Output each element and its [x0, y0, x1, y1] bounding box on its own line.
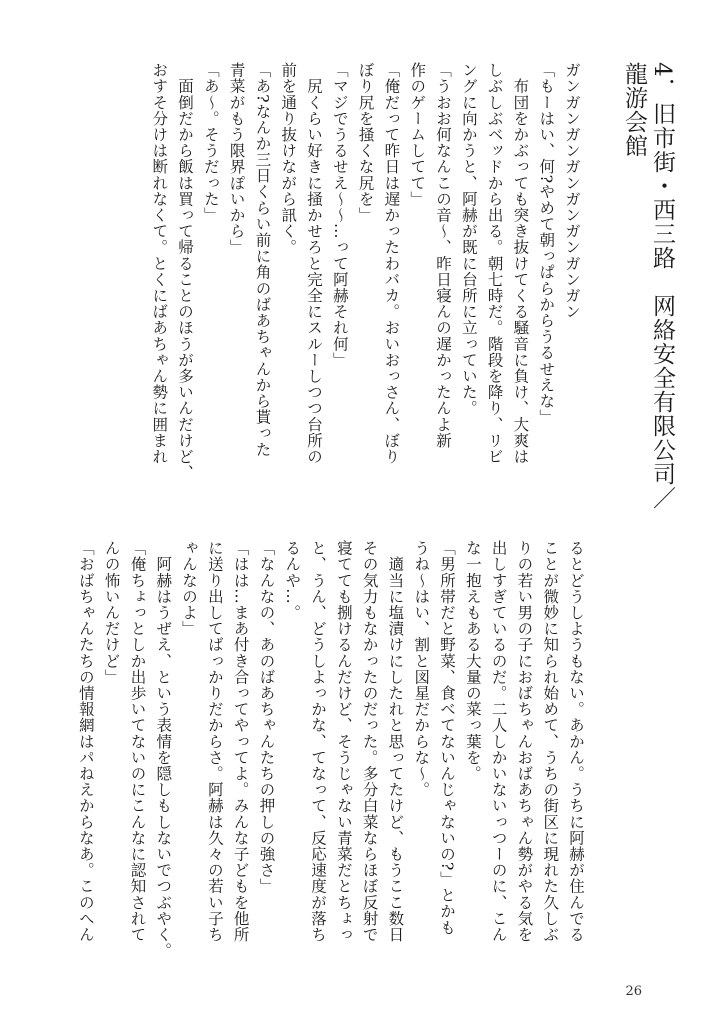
text-line: 「おばちゃんたちの情報網はパねえからなあ。このへん — [76, 540, 95, 943]
text-line: ことが微妙に知られ始めて、うちの街区に現れた久しぶ — [541, 540, 560, 943]
lower-text-block — [72, 540, 588, 960]
text-line: ゃんなのよ」 — [180, 540, 199, 637]
text-line: な一抱えもある大量の菜っ葉を。 — [463, 540, 482, 782]
text-line: 「あ?なんか三日くらい前に角のばあちゃんから貰った — [253, 62, 272, 458]
text-line: ガンガンガンガンガンガンガンガン — [563, 62, 581, 320]
text-line: 「なんなの、あのばあちゃんたちの押しの強さ」 — [257, 540, 276, 895]
text-line: 面倒だから飯は買って帰ることのほうが多いんだけど、 — [176, 62, 195, 481]
text-line: 「もーはい、何?やめて朝っぱらからうるせえな」 — [537, 62, 556, 426]
text-line: 青菜がもう限界ぽいから」 — [227, 62, 246, 256]
text-line: うね～はい、割と図星だからな～。 — [412, 540, 431, 798]
chapter-heading-subtitle: 龍游会館 — [621, 62, 647, 158]
text-line: 適当に塩漬けにしたれと思ってたけど、もうここ数日 — [386, 540, 405, 943]
text-line: その気力もなかったのだった。多分白菜ならほぼ反射で — [360, 540, 379, 943]
upper-text-block — [145, 62, 676, 510]
text-line: 「男所帯だと野菜、食べてないんじゃないの?」とかも — [438, 540, 457, 936]
text-line: るんや…。 — [283, 540, 302, 621]
chapter-heading: 4．旧市街・西三路 网絡安全有限公司／ — [649, 62, 675, 510]
upper-body-text — [145, 62, 584, 482]
page-number: 26 — [625, 984, 642, 999]
text-line: 「あ～。そうだった」 — [201, 62, 220, 223]
text-line: 「はは…まあ付き合ってやってよ。みんな子どもを他所 — [231, 540, 250, 943]
text-line: おすそ分けは断れなくて。とくにばあちゃん勢に囲まれ — [150, 62, 169, 465]
lower-body-text — [72, 540, 588, 960]
text-line: と、うん、どうしよっかな、てなって、反応速度が落ち — [309, 540, 328, 943]
text-line: るとどうしようもない。あかん。うちに阿赫が住んでる — [567, 540, 585, 943]
text-line: りの若い男の子におばちゃんおばあちゃん勢がやる気を — [515, 540, 534, 943]
text-line: 作のゲームしてて」 — [408, 62, 427, 207]
text-line: 「俺ちょっとしか出歩いてないのにこんなに認知されて — [128, 540, 147, 943]
text-line: 「マジでうるせえ～～…って阿赫それ何」 — [330, 62, 349, 368]
text-line: 阿赫はうぜえ、という表情を隠しもしないでつぶやく。 — [154, 540, 173, 959]
text-line: 「うおお何なんこの音～、昨日寝んの遅かったんよ新 — [434, 62, 453, 449]
text-line: しぶしぶベッドから出る。朝七時だ。階段を降り、リビ — [485, 62, 504, 465]
text-line: に送り出してばっかりだからさ。阿赫は久々の若い子ち — [205, 540, 224, 943]
text-line: 尻くらい好きに掻かせろと完全にスルーしつつ台所の — [305, 62, 324, 465]
text-line: 前を通り抜けながら訊く。 — [279, 62, 298, 256]
text-line: ングに向かうと、阿赫が既に台所に立っていた。 — [459, 62, 478, 417]
text-line: ぼり尻を掻くな尻を」 — [356, 62, 375, 223]
text-line: んの怖いんだけど」 — [102, 540, 121, 685]
text-line: 布団をかぶっても突き抜けてくる騒音に負け、大爽は — [511, 62, 530, 465]
text-line: 「俺だって昨日は遅かったわバカ。おいおっさん、ぼり — [382, 62, 401, 465]
text-line: 寝てても捌けるんだけど、そうじゃない青菜だとちょっ — [334, 540, 353, 943]
text-line: 出しすぎているのだ。二人しかいないっつーのに、こん — [489, 540, 508, 943]
